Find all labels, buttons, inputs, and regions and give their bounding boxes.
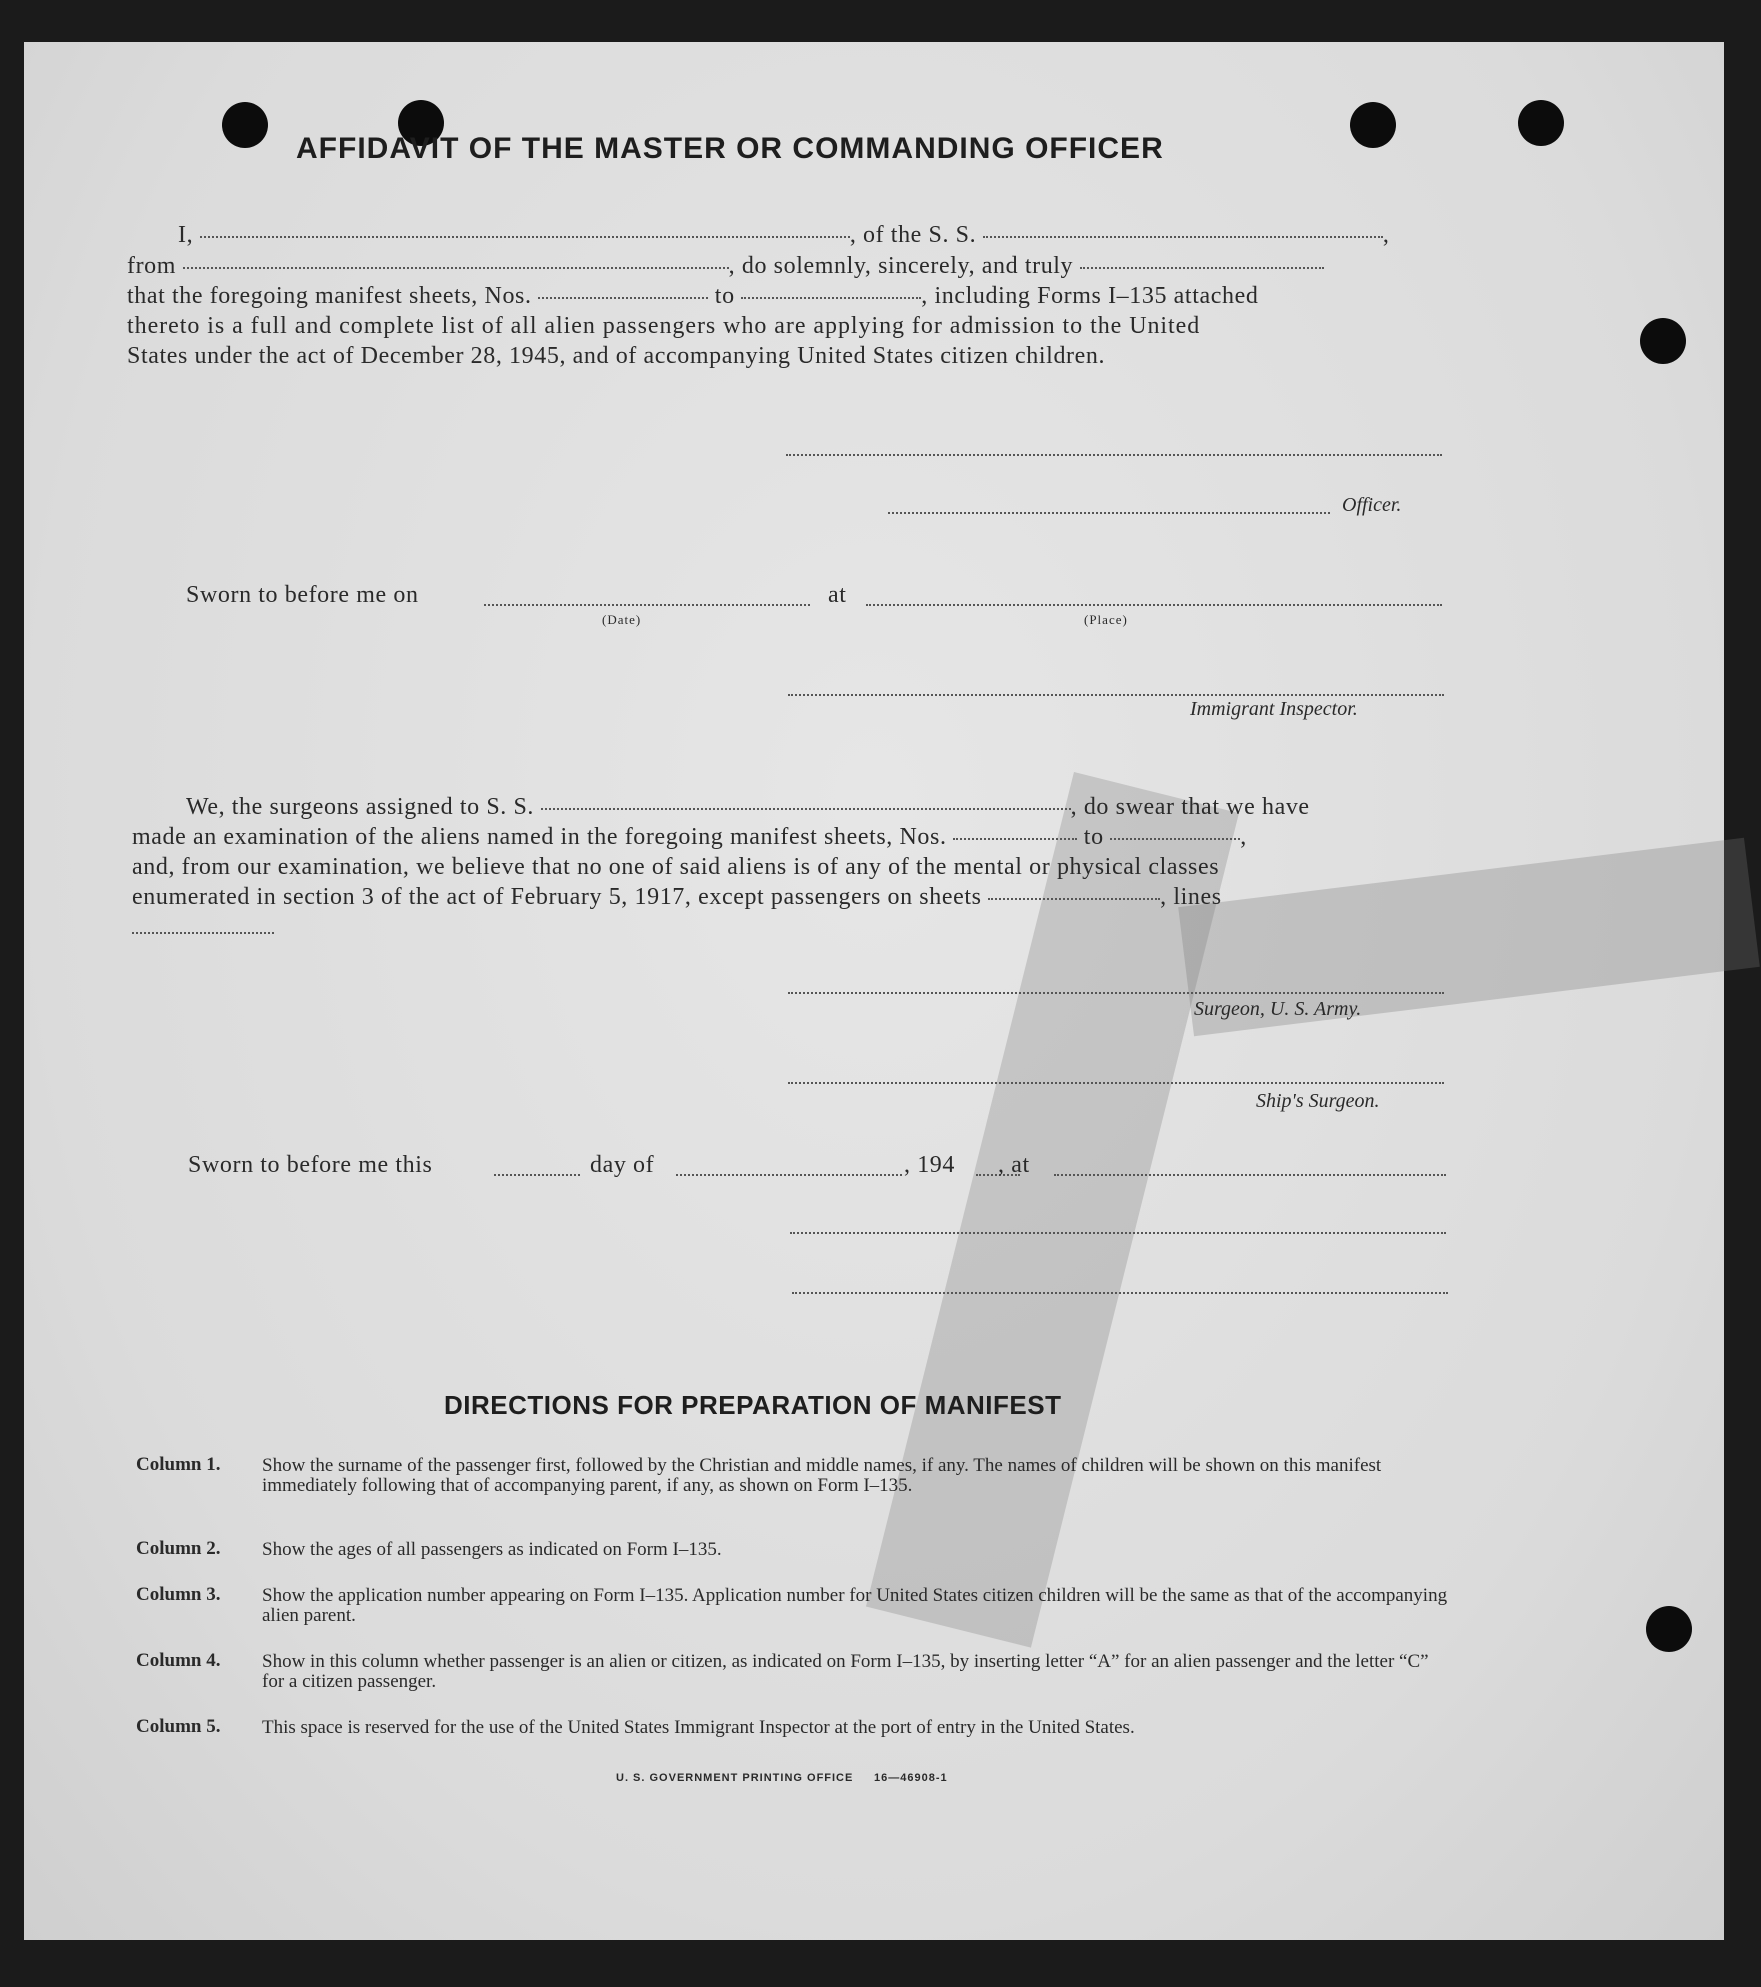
directions-title: DIRECTIONS FOR PREPARATION OF MANIFEST <box>444 1390 1062 1420</box>
text: , <box>1240 824 1247 850</box>
text: enumerated in section 3 of the act of February 5, 1917, except passengers on sheets <box>132 884 982 910</box>
signature-line-3[interactable] <box>790 1232 1446 1234</box>
column-3-text: Show the application number appearing on Form I–135. Application number for United States citizen children will be the same as that of the accompanying alien parent. <box>262 1585 1448 1626</box>
ship-surgeon-signature-line[interactable] <box>788 1082 1444 1084</box>
place-blank[interactable] <box>866 604 1442 606</box>
text: , do solemnly, sincerely, and truly <box>728 253 1074 279</box>
text: from <box>127 253 177 279</box>
officer-signature-line-2[interactable] <box>888 512 1330 514</box>
column-1-label: Column 1. <box>136 1454 221 1475</box>
date-blank[interactable] <box>484 604 810 606</box>
ship-surgeon-label: Ship's Surgeon. <box>1256 1090 1380 1112</box>
text: to <box>1083 824 1104 850</box>
text: , lines <box>1160 884 1222 910</box>
column-5-text: This space is reserved for the use of the United States Immigrant Inspector at the port of entry in the United States. <box>262 1717 1135 1738</box>
at-label: at <box>828 582 847 608</box>
punch-hole <box>222 102 268 148</box>
text: , do swear that we have <box>1070 794 1310 820</box>
punch-hole <box>1518 100 1564 146</box>
day-blank[interactable] <box>494 1174 580 1176</box>
surgeons-line-1 <box>186 794 1310 821</box>
affidavit-line-2 <box>127 253 1324 280</box>
place-caption: (Place) <box>1084 612 1128 627</box>
sheet-from-blank[interactable] <box>538 297 708 299</box>
oath-blank[interactable] <box>1080 267 1324 269</box>
sworn-before-label: Sworn to before me on <box>186 582 419 608</box>
at-label-2: , at <box>998 1152 1030 1178</box>
name-blank[interactable] <box>200 236 850 238</box>
text: We, the surgeons assigned to S. S. <box>186 794 535 820</box>
printer-imprint: U. S. GOVERNMENT PRINTING OFFICE <box>616 1772 854 1784</box>
punch-hole <box>1640 318 1686 364</box>
affidavit-line-5: States under the act of December 28, 1945, and of accompanying United States citizen children. <box>127 343 1106 369</box>
text: to <box>714 283 735 309</box>
sworn2-label: Sworn to before me this <box>188 1152 433 1178</box>
place-blank-2[interactable] <box>1054 1174 1446 1176</box>
column-1-text: Show the surname of the passenger first, followed by the Christian and middle names, if any. The names of children will be shown on this manifest immediately following that of accompanying parent, if any, as shown on Form I–135. <box>262 1455 1382 1496</box>
surgeons-line-2 <box>132 824 1247 851</box>
text: , of the S. S. <box>849 222 977 248</box>
date-caption: (Date) <box>602 612 642 627</box>
text: I, <box>178 222 194 248</box>
lines-blank[interactable] <box>132 932 274 934</box>
text: , <box>1382 222 1390 248</box>
punch-hole <box>1646 1606 1692 1652</box>
from-blank[interactable] <box>183 267 729 269</box>
column-2-label: Column 2. <box>136 1538 221 1559</box>
column-2-text: Show the ages of all passengers as indicated on Form I–135. <box>262 1539 722 1560</box>
army-surgeon-label: Surgeon, U. S. Army. <box>1194 998 1362 1020</box>
officer-label: Officer. <box>1342 494 1402 516</box>
sheets-blank[interactable] <box>988 898 1160 900</box>
punch-hole <box>1350 102 1396 148</box>
affidavit-line-4: thereto is a full and complete list of all alien passengers who are applying for admission to the United <box>127 313 1201 339</box>
text: , including Forms I–135 attached <box>921 283 1259 309</box>
column-3-label: Column 3. <box>136 1584 221 1605</box>
army-surgeon-signature-line[interactable] <box>788 992 1444 994</box>
column-5-label: Column 5. <box>136 1716 221 1737</box>
affidavit-line-3 <box>127 283 1258 310</box>
officer-signature-line-1[interactable] <box>786 454 1442 456</box>
month-blank[interactable] <box>676 1174 902 1176</box>
surgeon-sheet-to-blank[interactable] <box>1110 838 1240 840</box>
surgeon-sheet-from-blank[interactable] <box>953 838 1077 840</box>
signature-line-4[interactable] <box>792 1292 1448 1294</box>
inspector-label: Immigrant Inspector. <box>1190 698 1358 720</box>
surgeon-ship-blank[interactable] <box>541 808 1071 810</box>
form-code: 16—46908-1 <box>874 1772 948 1784</box>
inspector-signature-line[interactable] <box>788 694 1444 696</box>
column-4-label: Column 4. <box>136 1650 221 1671</box>
form-sheet <box>24 42 1724 1940</box>
year-label: , 194 <box>904 1152 955 1178</box>
affidavit-title: AFFIDAVIT OF THE MASTER OR COMMANDING OFFICER <box>296 132 1164 165</box>
sheet-to-blank[interactable] <box>741 297 921 299</box>
column-4-text: Show in this column whether passenger is an alien or citizen, as indicated on Form I–135, by inserting letter “A” for an alien passenger and the letter “C” for a citizen passenger. <box>262 1651 1429 1692</box>
surgeons-line-4 <box>132 884 1222 911</box>
ship-blank[interactable] <box>983 236 1383 238</box>
text: that the foregoing manifest sheets, Nos. <box>127 283 532 309</box>
affidavit-line-1 <box>178 222 1389 249</box>
surgeons-line-3: and, from our examination, we believe that no one of said aliens is of any of the mental or physical classes <box>132 854 1220 880</box>
text: made an examination of the aliens named in the foregoing manifest sheets, Nos. <box>132 824 947 850</box>
day-of-label: day of <box>590 1152 655 1178</box>
